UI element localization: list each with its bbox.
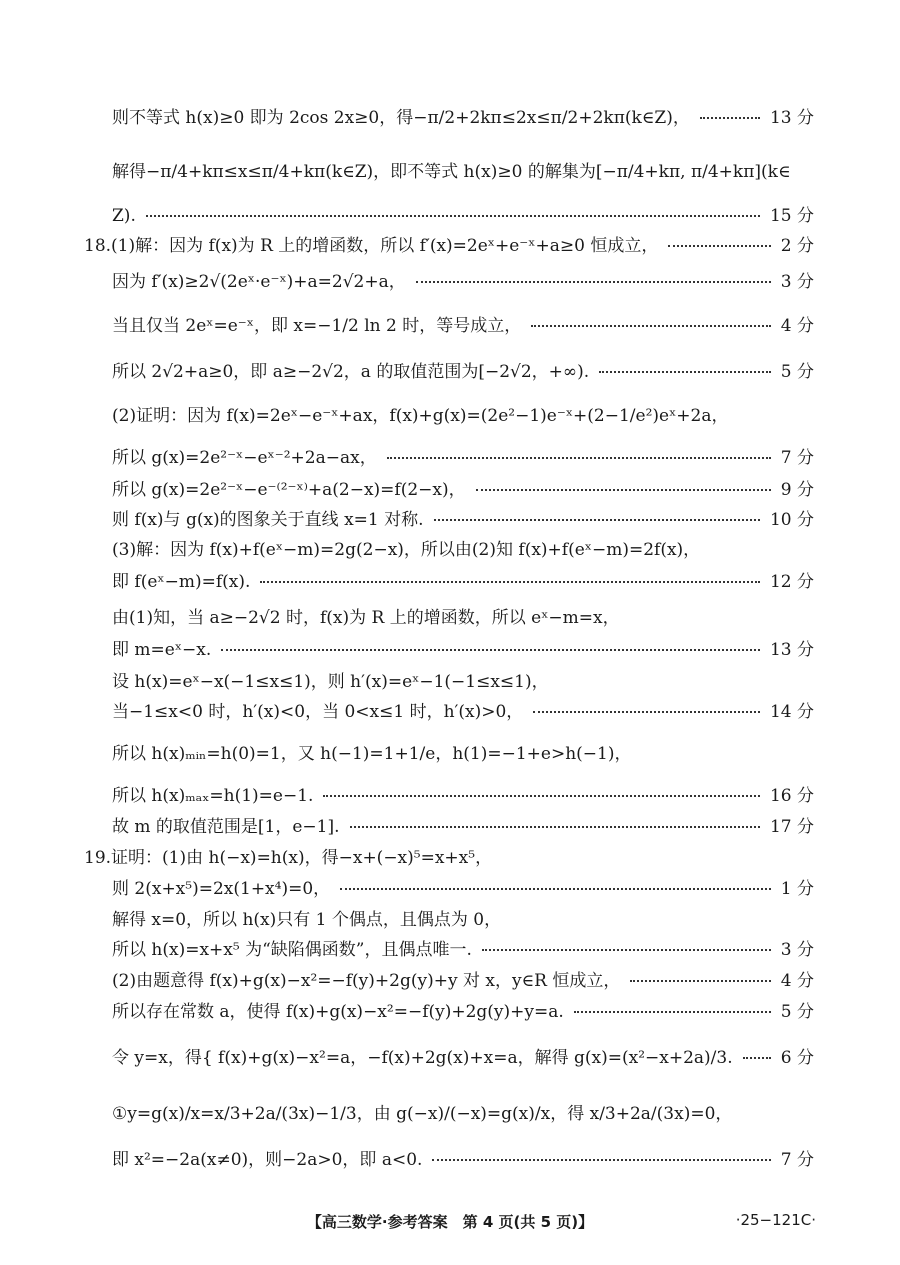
- score-mark: 13 分: [769, 640, 814, 660]
- text-line: [112, 446, 814, 470]
- text-line: [112, 638, 814, 662]
- text-line: [112, 478, 814, 502]
- line-text: 所以 2√2+a≥0，即 a≥−2√2，a 的取值范围为[−2√2，+∞).: [112, 362, 590, 382]
- score-mark: 1 分: [780, 879, 814, 899]
- line-text: 令 y=x，得{ f(x)+g(x)−x²=a，−f(x)+2g(x)+x=a，解得 g(x)=(x²−x+2a)/3.: [112, 1048, 733, 1068]
- page-footer: [0, 1211, 900, 1235]
- text-line: [112, 815, 814, 839]
- leader-dots: [531, 325, 771, 327]
- leader-dots: [533, 711, 760, 713]
- text-line: [112, 700, 814, 724]
- leader-dots: [260, 581, 760, 583]
- line-text: 18.(1)解：因为 f(x)为 R 上的增函数，所以 f′(x)=2eˣ+e⁻ˣ+a≥0 恒成立，: [84, 236, 659, 256]
- line-text: 设 h(x)=eˣ−x(−1≤x≤1)，则 h′(x)=eˣ−1(−1≤x≤1)，: [112, 672, 549, 692]
- line-text: 因为 f′(x)≥2√(2eˣ·e⁻ˣ)+a=2√2+a，: [112, 272, 406, 292]
- footer-code: ·25−121C·: [735, 1211, 816, 1229]
- score-mark: 5 分: [780, 1002, 814, 1022]
- line-text: 则 2(x+x⁵)=2x(1+x⁴)=0，: [112, 879, 331, 899]
- question-19-line: [84, 846, 814, 870]
- line-text: 即 x²=−2a(x≠0)，则−2a>0，即 a<0.: [112, 1150, 423, 1170]
- text-line: [112, 106, 814, 130]
- text-line: [112, 742, 814, 766]
- score-mark: 7 分: [780, 1150, 814, 1170]
- leader-dots: [743, 1057, 771, 1059]
- line-text: 所以 g(x)=2e²⁻ˣ−e⁻⁽²⁻ˣ⁾+a(2−x)=f(2−x)，: [112, 480, 466, 500]
- text-line: [112, 784, 814, 808]
- line-text: 即 f(eˣ−m)=f(x).: [112, 572, 251, 592]
- text-line: [112, 877, 814, 901]
- line-text: 则不等式 h(x)≥0 即为 2cos 2x≥0，得−π/2+2kπ≤2x≤π/2+2kπ(k∈Z)，: [112, 108, 690, 128]
- text-line: [112, 160, 814, 184]
- text-line: [112, 670, 814, 694]
- score-mark: 16 分: [769, 786, 814, 806]
- score-mark: 13 分: [769, 108, 814, 128]
- score-mark: 4 分: [780, 316, 814, 336]
- score-mark: 6 分: [780, 1048, 814, 1068]
- line-text: (2)由题意得 f(x)+g(x)−x²=−f(y)+2g(y)+y 对 x，y∈R 恒成立，: [112, 971, 621, 991]
- leader-dots: [350, 826, 760, 828]
- line-text: 所以 h(x)=x+x⁵ 为“缺陷偶函数”，且偶点唯一.: [112, 940, 472, 960]
- leader-dots: [387, 457, 771, 459]
- leader-dots: [700, 117, 760, 119]
- leader-dots: [146, 215, 760, 217]
- text-line: [112, 270, 814, 294]
- score-mark: 5 分: [780, 362, 814, 382]
- leader-dots: [416, 281, 771, 283]
- text-line: [112, 1000, 814, 1024]
- leader-dots: [574, 1011, 771, 1013]
- line-text: ①y=g(x)/x=x/3+2a/(3x)−1/3，由 g(−x)/(−x)=g(x)/x，得 x/3+2a/(3x)=0，: [112, 1104, 733, 1124]
- text-line: [112, 1046, 814, 1070]
- score-mark: 7 分: [780, 448, 814, 468]
- score-mark: 14 分: [769, 702, 814, 722]
- line-text: 当−1≤x<0 时，h′(x)<0，当 0<x≤1 时，h′(x)>0，: [112, 702, 524, 722]
- leader-dots: [323, 795, 760, 797]
- line-text: 当且仅当 2eˣ=e⁻ˣ，即 x=−1/2 ln 2 时，等号成立，: [112, 316, 522, 336]
- leader-dots: [476, 489, 771, 491]
- text-line: [112, 1148, 814, 1172]
- leader-dots: [630, 980, 770, 982]
- text-line: [112, 314, 814, 338]
- text-line: [112, 508, 814, 532]
- question-18-line: [84, 234, 814, 258]
- line-text: Z).: [112, 206, 136, 226]
- score-mark: 17 分: [769, 817, 814, 837]
- score-mark: 9 分: [780, 480, 814, 500]
- leader-dots: [340, 888, 771, 890]
- text-line: [112, 570, 814, 594]
- line-text: (2)证明：因为 f(x)=2eˣ−e⁻ˣ+ax，f(x)+g(x)=(2e²−1)e⁻ˣ+(2−1/e²)eˣ+2a，: [112, 406, 729, 426]
- line-text: 所以 g(x)=2e²⁻ˣ−eˣ⁻²+2a−ax，: [112, 448, 377, 468]
- line-text: 解得 x=0，所以 h(x)只有 1 个偶点，且偶点为 0，: [112, 910, 502, 930]
- text-line: [112, 538, 814, 562]
- score-mark: 3 分: [780, 940, 814, 960]
- text-line: [112, 606, 814, 630]
- line-text: 所以存在常数 a，使得 f(x)+g(x)−x²=−f(y)+2g(y)+y=a.: [112, 1002, 564, 1022]
- score-mark: 15 分: [769, 206, 814, 226]
- line-text: 故 m 的取值范围是[1，e−1].: [112, 817, 340, 837]
- leader-dots: [432, 1159, 770, 1161]
- text-line: [112, 360, 814, 384]
- score-mark: 3 分: [780, 272, 814, 292]
- line-text: 则 f(x)与 g(x)的图象关于直线 x=1 对称.: [112, 510, 424, 530]
- line-text: 由(1)知，当 a≥−2√2 时，f(x)为 R 上的增函数，所以 eˣ−m=x，: [112, 608, 620, 628]
- line-text: (3)解：因为 f(x)+f(eˣ−m)=2g(2−x)，所以由(2)知 f(x)+f(eˣ−m)=2f(x)，: [112, 540, 701, 560]
- footer-title: 【高三数学·参考答案 第 4 页(共 5 页)】: [306, 1213, 594, 1231]
- text-line: [112, 969, 814, 993]
- text-line: [112, 1102, 814, 1126]
- leader-dots: [482, 949, 771, 951]
- text-line: [112, 938, 814, 962]
- line-text: 19.证明：(1)由 h(−x)=h(x)，得−x+(−x)⁵=x+x⁵，: [84, 848, 493, 868]
- line-text: 所以 h(x)ₘₐₓ=h(1)=e−1.: [112, 786, 314, 806]
- line-text: 即 m=eˣ−x.: [112, 640, 212, 660]
- score-mark: 10 分: [769, 510, 814, 530]
- score-mark: 2 分: [780, 236, 814, 256]
- leader-dots: [668, 245, 770, 247]
- text-line: [112, 908, 814, 932]
- score-mark: 4 分: [780, 971, 814, 991]
- text-line: [112, 404, 814, 428]
- leader-dots: [434, 519, 760, 521]
- line-text: 所以 h(x)ₘᵢₙ=h(0)=1，又 h(−1)=1+1/e，h(1)=−1+e>h(−1)，: [112, 744, 632, 764]
- leader-dots: [221, 649, 760, 651]
- line-text: 解得−π/4+kπ≤x≤π/4+kπ(k∈Z)，即不等式 h(x)≥0 的解集为[−π/4+kπ, π/4+kπ](k∈: [112, 162, 791, 182]
- leader-dots: [599, 371, 771, 373]
- text-line: [112, 204, 814, 228]
- score-mark: 12 分: [769, 572, 814, 592]
